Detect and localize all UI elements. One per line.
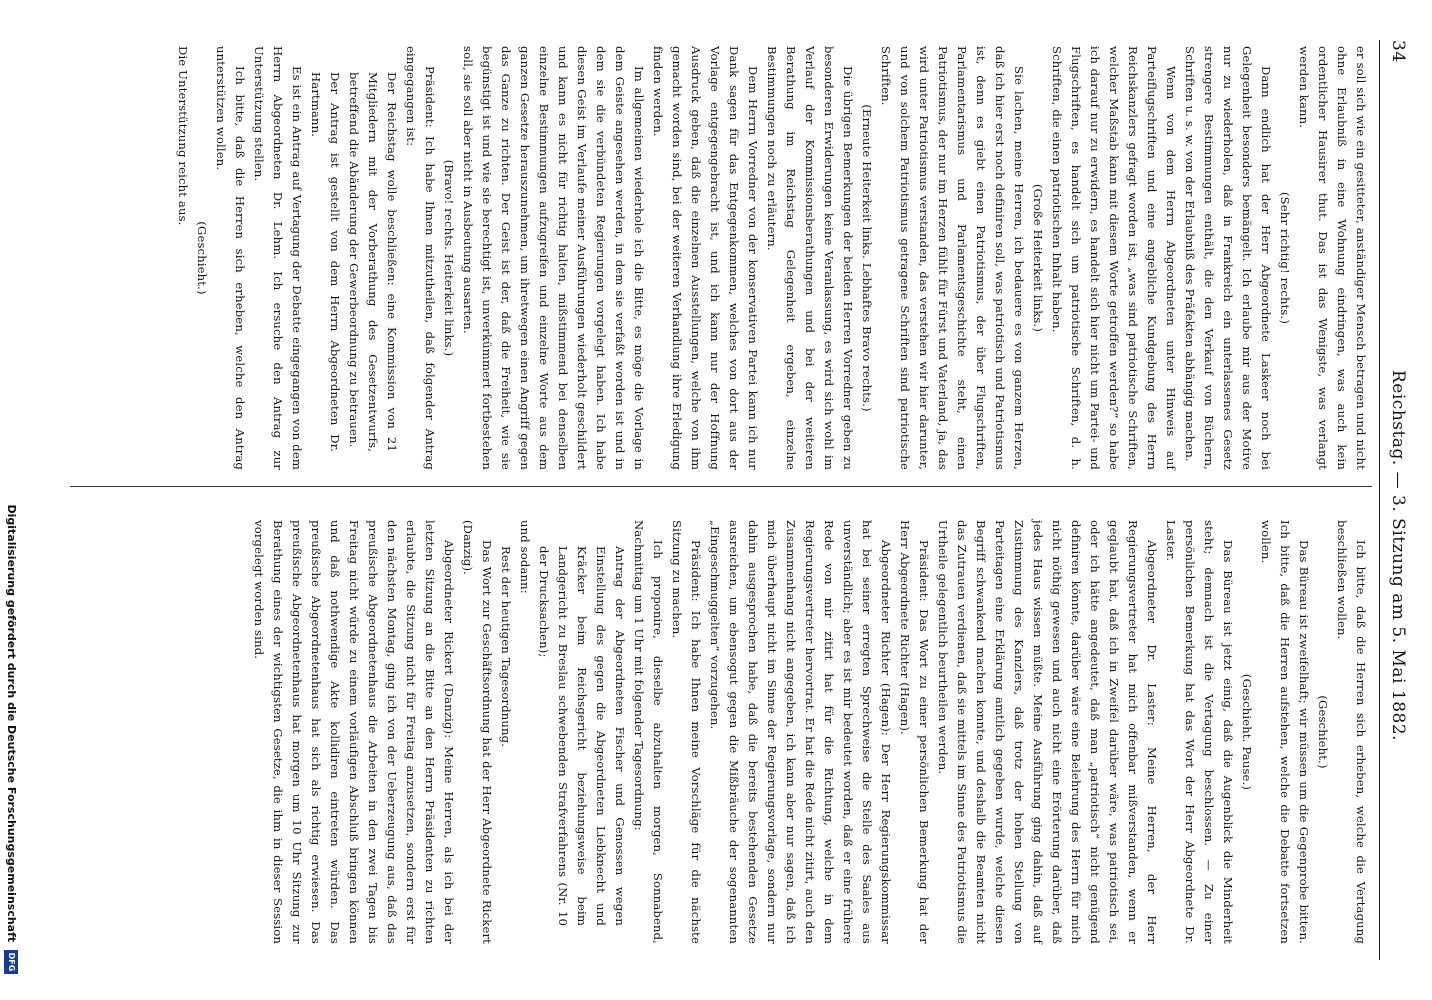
- paragraph: Abgeordneter Rickert (Danzig): Meine Herren, als ich bei der letzten Sitzung an die Bitte an den Herrn Präsidenten zu richten erlaubte, die Sitzung nicht für Freitag anzusetzen, sondern erst für den nächsten Montag, ging ich von der Ueberzeugung aus, daß das preußische Abgeordnetenhaus die Arbeiten in den zwei Tagen bis Freitag nicht würde zu einem vorläufigen Abschluß bringen können und daß nothwendige Akte kollidiren eintreten würden. Das preußische Abgeordnetenhaus hat sich als richtig erwiesen. Das preußische Abgeordnetenhaus hat morgen um 10 Uhr Sitzung zur Berathung eines der wichtigsten Gesetze, die ihm in dieser Session vorgelegt worden sind.: [252, 520, 456, 944]
- dfg-logo: DFG: [4, 950, 18, 974]
- running-header: [1384, 40, 1410, 960]
- paragraph: (Erneute Heiterkeit links. Lebhaftes Bravo rechts.): [860, 104, 874, 412]
- paragraph: (Sehr richtig! rechts.): [1278, 192, 1292, 324]
- paragraph: (Geschieht.): [1316, 695, 1330, 769]
- column-divider: [70, 486, 1372, 487]
- paragraph: und sodann:: [518, 520, 532, 594]
- paragraph: Im allgemeinen wiederhole ich die Bitte, es möge die Vorlage in dem Geiste angesehen werden, in dem sie verfaßt worden ist und in dem sie die verbündeten Regierungen vorgelegt haben. Ich habe diesen Geist im Verlaufe meiner Ausführungen wiederholt geschildert und kann es nicht für richtig halten, mißstimmend bei denselben einzelne Bestimmungen aufzugreifen und einzelne Worte aus dem ganzen Gesetze herauszunehmen, um ihretwegen einen Angriff gegen das Ganze zu richten. Der Geist ist der, daß die Freiheit, wie sie begünstigt ist und wie sie berechtigt ist, unverkümmert fortbestehen soll, sie soll aber nicht in Ausbeutung ausarten.: [461, 46, 646, 470]
- paragraph: Abgeordneter Dr. Laster: Meine Herren, der Herr Regierungsvertreter hat mich offenbar mißverstanden, wenn er geglaubt hat, daß ich in Zweifel darüber wäre, was patriotisch sei, oder ich hätte angedeutet, daß man „patriotisch“ nicht genügend definiren könnte, darüber wäre eine Belehrung des Herrn für mich nicht nöthig gewesen und auch nicht eine Erörterung darüber, daß jedes Haus wissen müßte. Meine Ausführung ging dahin, daß auf Zustimmung des Kanzlers, daß trotz der hohen Stellung von Parteitagen eine Erklärung amtlich gegeben wurde, welche diesen Begriff schwankend machen konnte, und deshalb die Beamten nicht das Zutrauen verdienen, daß sie mittels im Sinne des Patriotismus die Urtheile gelegentlich beurtheilen werden.: [936, 520, 1159, 944]
- paragraph: Präsident: Ich habe Ihnen meine Vorschläge für die nächste Sitzung zu machen.: [670, 520, 703, 944]
- paragraph: Es ist ein Antrag auf Vertagung der Debatte eingegangen von dem Herrn Abgeordneten Dr. Lehm. Ich ersuche den Antrag zur Unterstützung stellen.: [252, 46, 304, 470]
- paragraph: Die Unterstützung reicht aus.: [176, 46, 190, 226]
- paragraph: (Geschieht. Pause.): [1240, 673, 1254, 791]
- credit-text: [4, 504, 18, 974]
- paragraph: Dem Herrn Vorredner von der konservativen Partei kann ich nur Dank sagen für das Entgegenkommen, welches von dort aus der Vorlage entgegengebracht ist, und ich kann nur der Hoffnung Ausdruck geben, daß die einzelnen Ausstellungen, welche von ihm gemacht worden sind, bei der weiteren Verhandlung ihre Erledigung finden werden.: [651, 46, 760, 470]
- paragraph: Sie lachen, meine Herren, ich bedauere es von ganzem Herzen, daß ich hier erst noch definiren soll, was patriotisch und Patriotismus ist, denn es giebt einen Patriotismus, der über Flugschriften, Parlamentarismus und Parlamentsgeschichte steht, einen Patriotismus, der nur im Herzen fühlt für Fürst und Vaterland, ja, das wird unter Patriotismus verstanden, das verstehen wir hier darunter, und von solchem Patriotismus getragene Schriften sind patriotische Schriften.: [879, 46, 1026, 470]
- paragraph: Präsident: Ich habe Ihnen mitzutheilen, daß folgender Antrag eingegangen ist:: [404, 46, 437, 470]
- paragraph: Ich proponire, dieselbe abzuhalten morgen, Sonnabend, Nachmittag um 1 Uhr mit folgender Tagesordnung:: [632, 520, 665, 944]
- paragraph: Das Büreau ist zweifelhaft; wir müssen um die Gegenprobe bitten. Ich bitte, daß die Herren aufstehen, welche die Debatte fortsetzen wollen.: [1259, 520, 1311, 944]
- paragraph: Abgeordneter Richter (Hagen): Der Herr Regierungskommissar hat bei seiner erregten Sprechweise die Stelle des Saales aus unverständlich; aber es ist mir bedeutet worden, daß er eine frühere Rede von mir zitirt hat für die Richtung, welche in dem Regierungsvertreter hervortrat. Er hat die Rede nicht zitirt, auch den Zusammenhang nicht angegeben, ich kann aber nur sagen, daß ich mich überhaupt nicht im Sinne der Regierungsvorlage, sondern nur dahin ausgesprochen habe, daß die bereits bestehenden Gesetze ausreichen, um ebensogut gegen die Mißbräuche der sogenannten „Eingeschmuggelten“ vorzugehen.: [708, 520, 893, 944]
- left-column: [173, 46, 1370, 470]
- paragraph: Ich bitte, daß die Herren sich erheben, welche den Antrag unterstützen wollen.: [214, 46, 247, 470]
- credit-label: Digitalisierung gefördert durch die Deutsche Forschungsgemeinschaft: [5, 504, 18, 943]
- right-column: [249, 520, 1370, 944]
- digitization-credit: [0, 0, 30, 1000]
- paragraph: er soll sich wie ein gesitteter, anständiger Mensch betragen und nicht ohne Erlaubniß in eine Wohnung eindringen, was auch kein ordentlicher Hausirer thut. Das ist das Wenigste, was verlangt werden kann.: [1297, 46, 1368, 470]
- paragraph: Ich bitte, daß die Herren sich erheben, welche die Vertagung beschließen wollen.: [1335, 520, 1368, 944]
- page-number: 34: [1388, 40, 1408, 63]
- paragraph: Das Büreau ist jetzt einig, daß die Augenblick die Minderheit steht; demnach ist die Vertagung beschlossen. — Zu einer persönlichen Bemerkung hat das Wort der Herr Abgeordnete Dr. Laster.: [1164, 520, 1235, 944]
- paragraph: Präsident: Das Wort zu einer persönlichen Bemerkung hat der Herr Abgeordnete Richter (Hagen).: [898, 520, 931, 944]
- page-title: Reichstag. — 3. Sitzung am 5. Mai 1882.: [1388, 370, 1408, 742]
- paragraph: Der Antrag ist gestellt von dem Herrn Abgeordneten Dr. Hartmann.: [309, 72, 342, 452]
- paragraph: Rest der heutigen Tagesordnung.: [499, 546, 513, 748]
- paragraph: Die übrigen Bemerkungen der beiden Herren Vorredner geben zu besonderen Erwiderungen keine Veranlassung, es wird sich wohl im Verlauf der Kommissionsberathungen und bei der weiteren Berathung im Reichstag Gelegenheit ergeben, einzelne Bestimmungen noch zu erläutern.: [765, 46, 855, 470]
- paragraph: Der Reichstag wolle beschließen: eine Kommission von 21 Mitgliedern mit der Vorberathung des Gesetzentwurfs, betreffend die Abänderung der Gewerbeordnung zu betrauen.: [347, 72, 399, 452]
- paragraph: Wenn von dem Herrn Abgeordneten unter Hinweis auf Parteiflugschriften und eine angebliche Kundgebung des Herrn Reichskanzlers gefragt worden ist, „was sind patriotische Schriften, welcher Maßstab kann mit diesem Worte getroffen werden?“ so habe ich darauf nur zu erwidern, es handelt sich hier nicht um Partei- und Flugschriften, es handelt sich um patriotische Schriften, d. h. Schriften, die einen patriotischen Inhalt haben.: [1050, 46, 1178, 470]
- paragraph: (Bravo! rechts. Heiterkeit links.): [442, 159, 456, 357]
- paragraph: Das Wort zur Geschäftsordnung hat der Herr Abgeordnete Rickert (Danzig).: [461, 520, 494, 944]
- paragraph: Dann endlich hat der Herr Abgeordnete Laskeer noch bei Gelegenheit besonders bemängelt. Ich erlaube mir aus der Motive nur zu wiederholen, daß in Frankreich ein unterlassenes Gesetz strengere Bestimmungen enthält, die den Verkauf von Büchern, Schriften u. s. w. von der Erlaubniß des Präfekten abhängig machen.: [1183, 46, 1273, 470]
- paragraph: (Geschieht.): [195, 221, 209, 295]
- paragraph: Antrag der Abgeordneten Fischer und Genossen wegen Einstellung des gegen die Abgeordneten Liebknecht und Kräcker beim Reichsgericht beziehungsweise beim Landgericht zu Breslau schwebenden Strafverfahrens (Nr. 10 der Drucksachen);: [537, 546, 627, 926]
- paragraph: (Große Heiterkeit links.): [1031, 183, 1045, 333]
- header-rule: [1379, 40, 1380, 960]
